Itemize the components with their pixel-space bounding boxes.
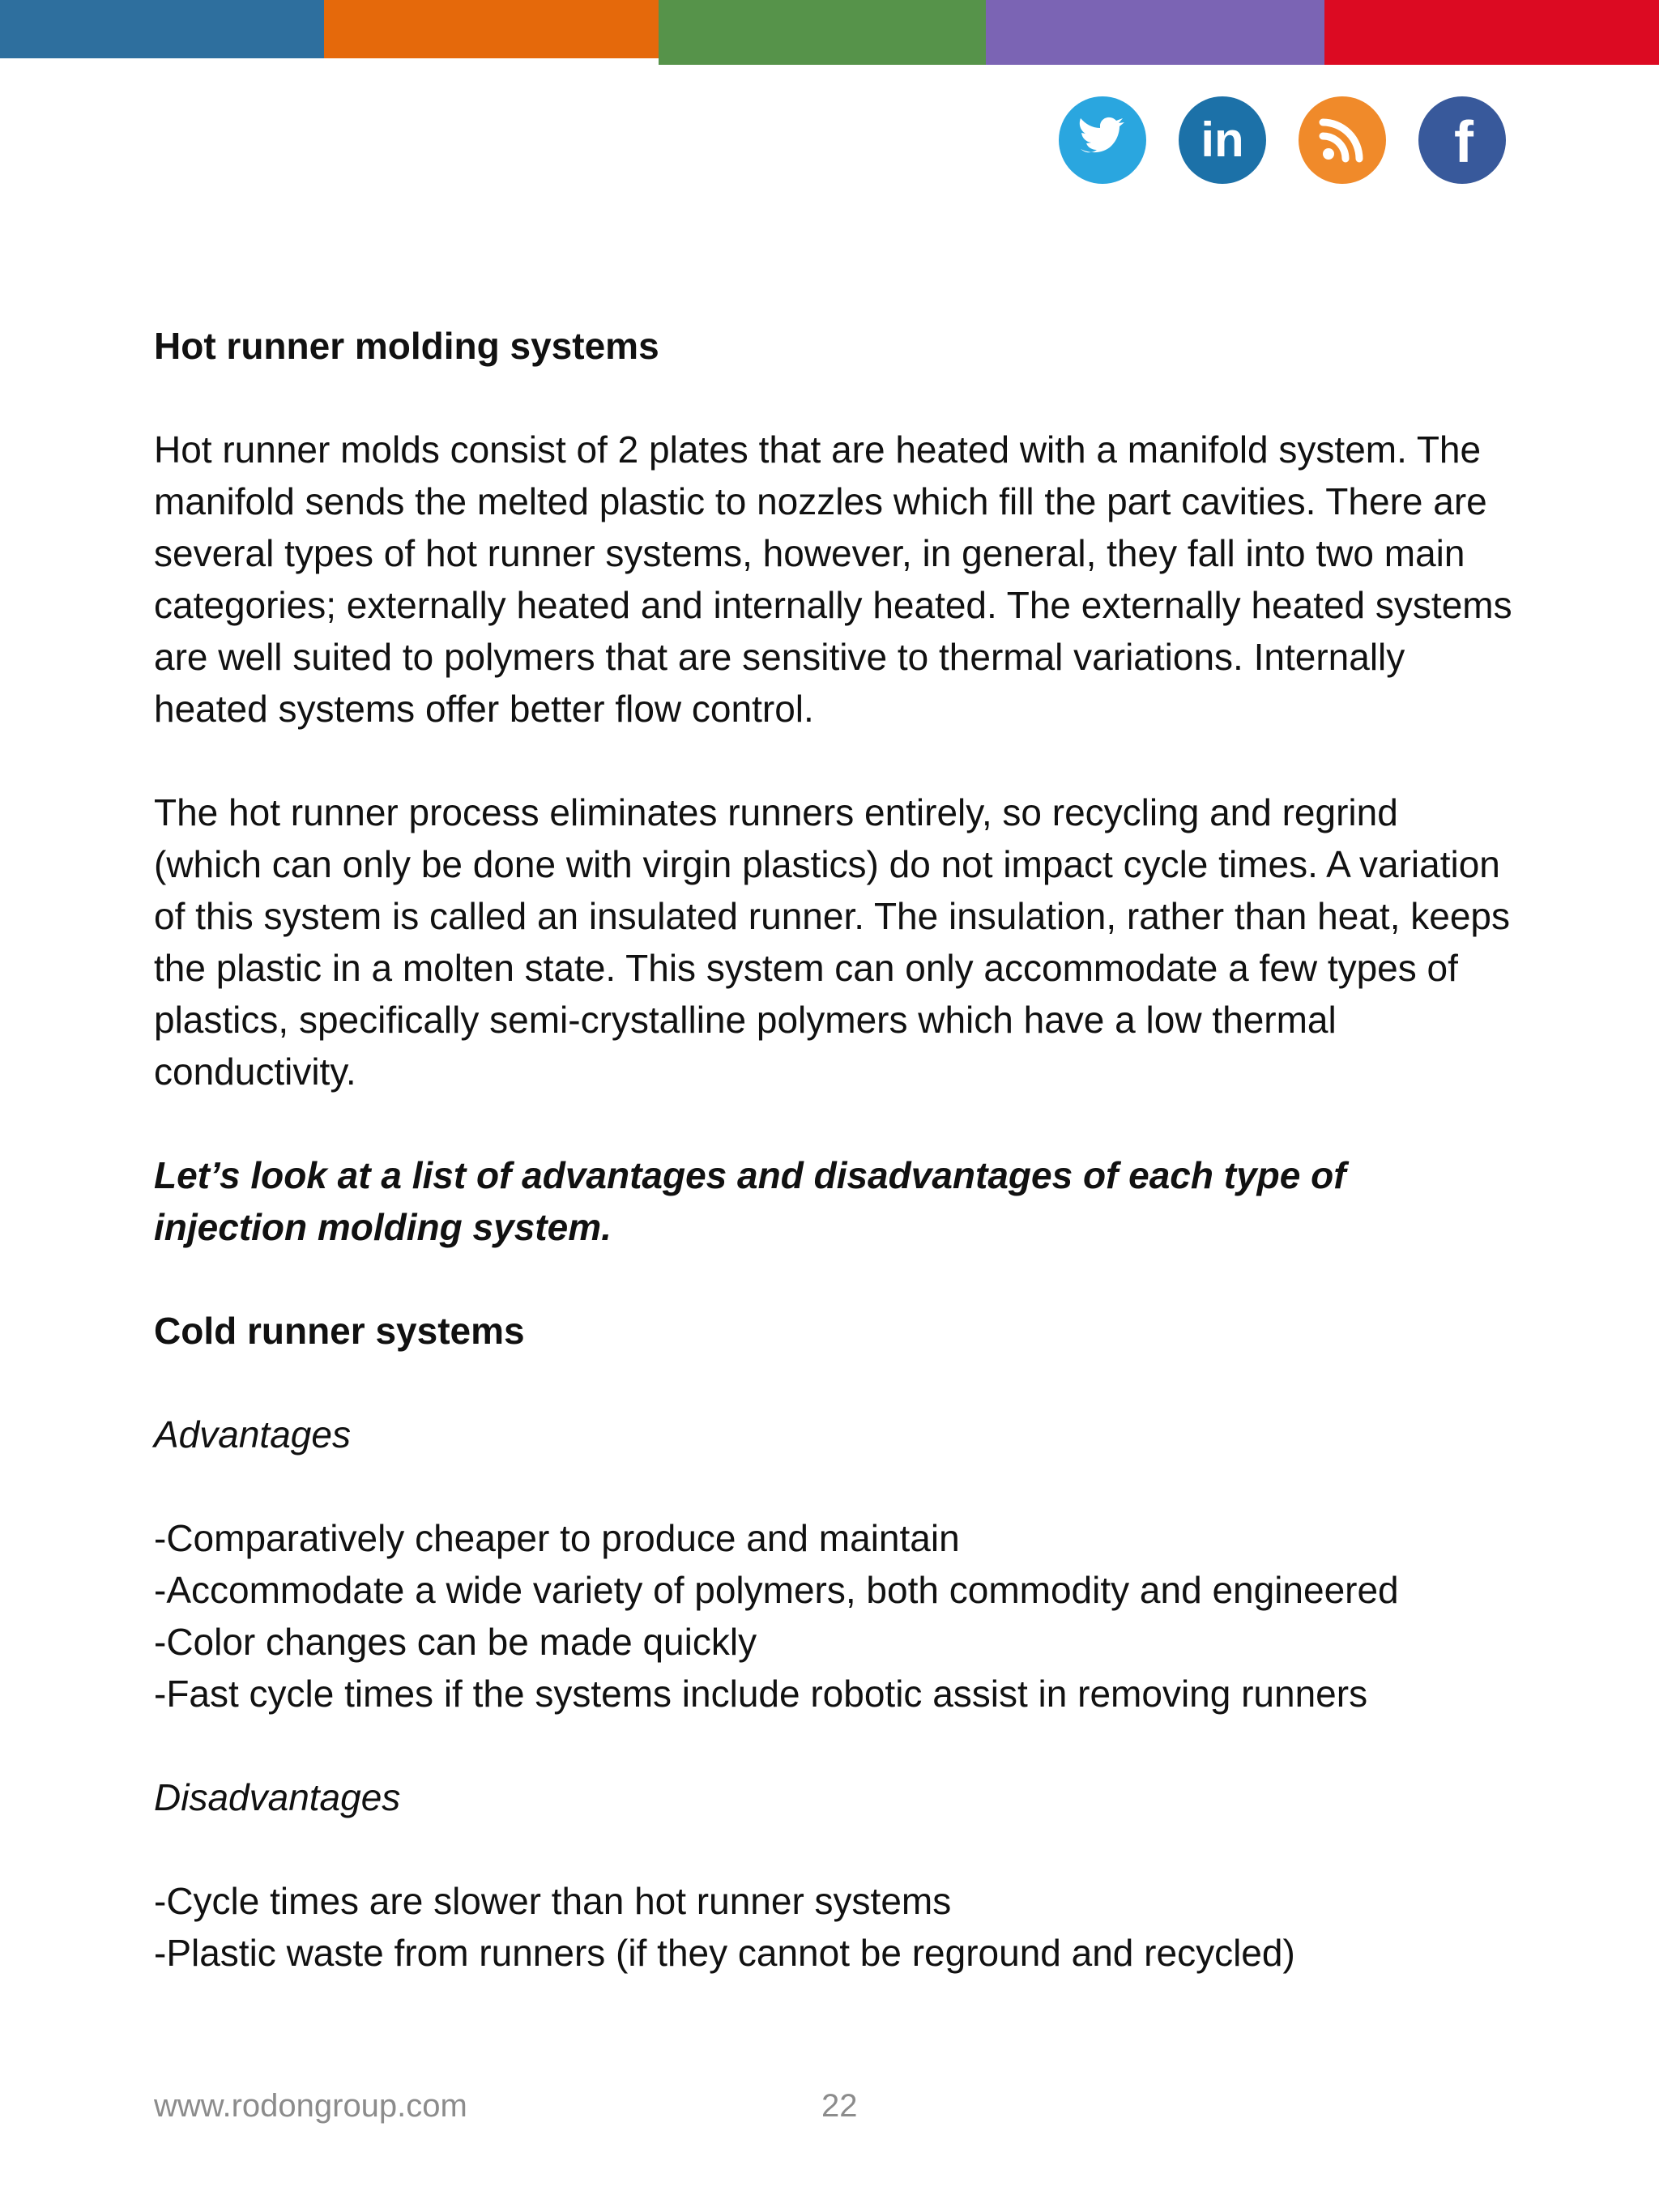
hot-runner-heading: Hot runner molding systems (154, 325, 659, 367)
list-item: -Fast cycle times if the systems include robotic assist in removing runners (154, 1673, 1368, 1715)
cold-runner-heading: Cold runner systems (154, 1310, 525, 1352)
list-item: -Plastic waste from runners (if they cannot be reground and recycled) (154, 1932, 1295, 1974)
hot-runner-paragraph-1: Hot runner molds consist of 2 plates that are heated with a manifold system. The manifold sends the melted plastic to nozzles which fill the part cavities. There are several types of hot runner systems, however, in general, they fall into two main categories; externally heated and internally heated. The externally heated systems are well suited to polymers that are sensitive to thermal variations. Internally heated systems offer better flow control. (154, 428, 1512, 730)
advantages-list (154, 1512, 1531, 1720)
advantages-label: Advantages (154, 1413, 351, 1455)
color-bar-green (659, 0, 986, 65)
linkedin-label: in (1201, 113, 1244, 167)
hot-runner-paragraph-2: The hot runner process eliminates runners entirely, so recycling and regrind (which can only be done with virgin plastics) do not impact cycle times. A variation of this system is called an insulated runner. The insulation, rather than heat, keeps the plastic in a molten state. This system can only accommodate a few types of plastics, specifically semi-crystalline polymers which have a low thermal conductivity. (154, 791, 1511, 1093)
color-bar-purple (986, 0, 1324, 65)
comparison-intro: Let’s look at a list of advantages and disadvantages of each type of injection molding system. (154, 1154, 1346, 1248)
page-number: 22 (821, 2088, 858, 2124)
footer-website-link[interactable]: www.rodongroup.com (154, 2088, 467, 2124)
color-bar-orange (324, 0, 659, 58)
list-item: -Cycle times are slower than hot runner systems (154, 1880, 952, 1922)
facebook-icon[interactable] (1418, 96, 1507, 185)
disadvantages-label: Disadvantages (154, 1776, 401, 1818)
facebook-label: f (1454, 110, 1473, 175)
list-item: -Accommodate a wide variety of polymers, both commodity and engineered (154, 1569, 1399, 1611)
social-links (1053, 96, 1507, 190)
linkedin-icon[interactable] (1178, 96, 1267, 185)
list-item: -Comparatively cheaper to produce and maintain (154, 1517, 960, 1559)
rss-icon[interactable] (1298, 96, 1387, 185)
list-item: -Color changes can be made quickly (154, 1621, 757, 1663)
color-bar-red (1324, 0, 1659, 65)
document-body (154, 320, 1531, 1979)
top-color-bar (0, 0, 1659, 65)
color-bar-blue (0, 0, 324, 58)
twitter-icon[interactable] (1058, 96, 1147, 185)
disadvantages-list (154, 1875, 1531, 1979)
